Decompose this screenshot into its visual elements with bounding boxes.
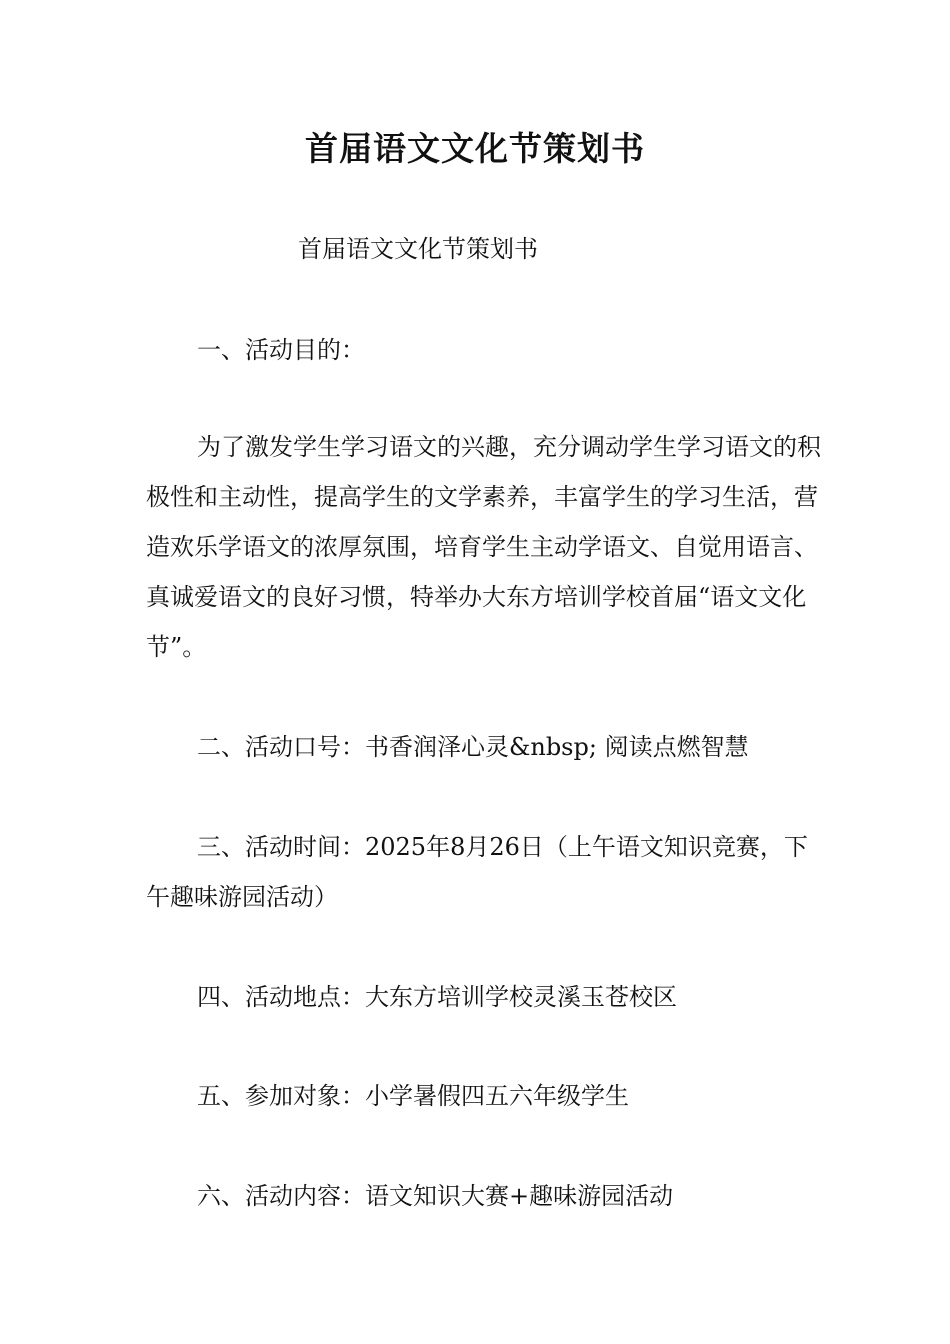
- section-purpose-heading: 一、活动目的：: [197, 336, 365, 364]
- section-time: 三、活动时间：2025年8月26日（上午语文知识竞赛，下午趣味游园活动）: [146, 833, 808, 911]
- section-target: 五、参加对象：小学暑假四五六年级学生: [197, 1082, 629, 1110]
- section-place: 四、活动地点：大东方培训学校灵溪玉苍校区: [197, 983, 677, 1011]
- section-content: 六、活动内容：语文知识大赛+趣味游园活动: [197, 1182, 674, 1210]
- section-slogan: 二、活动口号：书香润泽心灵&nbsp; 阅读点燃智慧: [197, 733, 749, 761]
- document-title: 首届语文文化节策划书: [305, 129, 645, 168]
- document-subtitle: 首届语文文化节策划书: [298, 235, 538, 263]
- section-purpose-body: 为了激发学生学习语文的兴趣，充分调动学生学习语文的积极性和主动性，提高学生的文学素养，丰富学生的学习生活，营造欢乐学语文的浓厚氛围，培育学生主动学语文、自觉用语言、真诚爱语文的良好习惯，特举办大东方培训学校首届“语文文化节”。: [146, 433, 821, 661]
